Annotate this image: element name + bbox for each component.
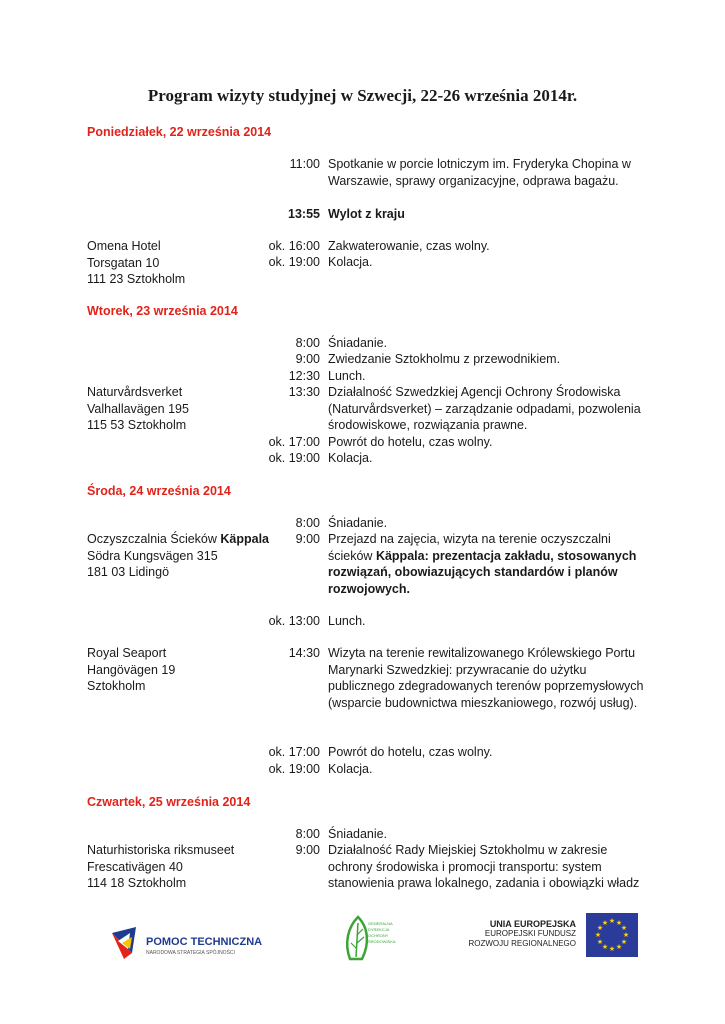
entry-description-bold: Käppala: prezentacja zakładu, stosowanych rozwiązań, obowiazujących standardów i planów rozwojowych. [328, 548, 637, 596]
leaf-icon [340, 913, 400, 963]
svg-text:★: ★ [608, 945, 616, 953]
logo1-subtitle: NARODOWA STRATEGIA SPÓJNOŚCI [146, 950, 235, 956]
location-line: Naturhistoriska riksmuseet [87, 843, 235, 857]
location-line: Hangövägen 19 [87, 662, 176, 677]
svg-text:★: ★ [601, 943, 609, 951]
svg-text:★: ★ [601, 919, 609, 927]
entry-description: Kolacja. [328, 255, 373, 269]
eu-line3: ROZWOJU REGIONALNEGO [468, 939, 576, 948]
entry-time: ok. 17:00 [268, 435, 320, 449]
location-line: Valhallavägen 195 [87, 401, 189, 416]
location-block [87, 842, 267, 892]
entry-time: ok. 19:00 [268, 762, 320, 776]
logo1-title: POMOC TECHNICZNA [146, 936, 263, 948]
eu-erdf-logo [466, 913, 641, 963]
entry-description: Wylot z kraju [328, 207, 405, 221]
entry-description: Zwiedzanie Sztokholmu z przewodnikiem. [328, 352, 561, 366]
svg-text:★: ★ [596, 924, 604, 932]
entry-description: Powrót do hotelu, czas wolny. [328, 745, 493, 759]
entry-time: ok. 16:00 [268, 239, 320, 253]
location-line: Royal Seaport [87, 646, 167, 660]
entry-description: Działalność Szwedzkiej Agencji Ochrony Środowiska (Naturvårdsverket) – zarządzanie odpadami, pozwolenia środowiskowe, rozwiązania prawne. [328, 385, 641, 432]
logo2-line4: ŚRODOWISKA [368, 939, 396, 944]
svg-text:★: ★ [622, 931, 630, 939]
entry-time: 8:00 [295, 516, 320, 530]
location-line: Torsgatan 10 [87, 255, 160, 270]
eu-line2: EUROPEJSKI FUNDUSZ [484, 929, 576, 938]
location-block [87, 384, 267, 434]
entry-description: Śniadanie. [328, 516, 388, 530]
entry-description: Śniadanie. [328, 336, 388, 350]
svg-text:★: ★ [594, 931, 602, 939]
gdos-logo [340, 913, 400, 963]
eu-flag-icon [586, 913, 638, 957]
entry-time: ok. 17:00 [268, 745, 320, 759]
entry-time: 9:00 [295, 843, 320, 857]
eu-line1: UNIA EUROPEJSKA [489, 919, 576, 929]
entry-description: Spotkanie w porcie lotniczym im. Fryderyka Chopina w Warszawie, sprawy organizacyjne, odprawa bagażu. [328, 157, 631, 188]
day-heading-thursday: Czwartek, 25 września 2014 [87, 795, 251, 809]
entry-description [328, 531, 648, 597]
location-line: 114 18 Sztokholm [87, 876, 187, 890]
entry-description: Lunch. [328, 614, 366, 628]
location-line: Omena Hotel [87, 239, 161, 253]
entry-time: 8:00 [295, 827, 320, 841]
entry-time: 14:30 [288, 646, 320, 660]
location-line: 115 53 Sztokholm [87, 418, 187, 432]
location-line: Södra Kungsvägen 315 [87, 548, 218, 563]
pomoc-techniczna-logo [110, 923, 280, 963]
eu-stars-icon [586, 913, 638, 957]
entry-time: 12:30 [288, 369, 320, 383]
entry-time: ok. 19:00 [268, 451, 320, 465]
svg-text:★: ★ [596, 938, 604, 946]
entry-time: ok. 13:00 [268, 614, 320, 628]
pomoc-techniczna-emblem-icon [110, 923, 280, 963]
svg-text:★: ★ [608, 917, 616, 925]
entry-description: Działalność Rady Miejskiej Sztokholmu w zakresie ochrony środowiska i promocji transportu: system stanowienia prawa lokalnego, zadania i obowiązki władz [328, 843, 640, 890]
entry-time: 9:00 [295, 352, 320, 366]
page-title: Program wizyty studyjnej w Szwecji, 22-26 września 2014r. [147, 86, 578, 105]
location-line: 111 23 Sztokholm [87, 272, 186, 286]
entry-time: ok. 19:00 [268, 255, 320, 269]
footer-logos [0, 905, 725, 965]
location-line: Frescativägen 40 [87, 859, 183, 874]
entry-description: Wizyta na terenie rewitalizowanego Królewskiego Portu Marynarki Szwedzkiej: przywracanie do użytku publicznego zdegradowanych terenów poprzemysłowych (wsparcie budownictwa mieszkaniowego, rozwój usług). [328, 646, 644, 710]
entry-time: 8:00 [295, 336, 320, 350]
entry-description: Śniadanie. [328, 827, 388, 841]
entry-description: Zakwaterowanie, czas wolny. [328, 239, 490, 253]
svg-text:★: ★ [615, 943, 623, 951]
logo2-line3: OCHRONY [368, 933, 389, 938]
svg-text:★: ★ [620, 938, 628, 946]
svg-text:★: ★ [620, 924, 628, 932]
entry-description: Lunch. [328, 369, 366, 383]
location-name: Oczyszczalnia Ścieków [87, 532, 221, 546]
entry-time: 9:00 [295, 532, 320, 546]
location-line: Sztokholm [87, 679, 146, 693]
entry-time: 11:00 [289, 157, 320, 171]
day-heading-wednesday: Środa, 24 września 2014 [87, 484, 231, 498]
svg-text:★: ★ [615, 919, 623, 927]
location-block [87, 645, 267, 695]
entry-description: Kolacja. [328, 762, 373, 776]
location-block [87, 531, 270, 581]
location-name-bold: Käppala [220, 532, 270, 546]
day-heading-tuesday: Wtorek, 23 września 2014 [87, 304, 238, 318]
entry-description-text: Przejazd na zajęcia, wizyta na terenie oczyszczalni ścieków [328, 532, 611, 563]
entry-time: 13:30 [288, 385, 320, 399]
entry-description: Kolacja. [328, 451, 373, 465]
day-heading-monday: Poniedziałek, 22 września 2014 [87, 125, 272, 139]
eu-text [466, 919, 576, 949]
location-line: Naturvårdsverket [87, 385, 183, 399]
location-line: 181 03 Lidingö [87, 565, 170, 579]
entry-time: 13:55 [288, 207, 320, 221]
logo2-line1: GENERALNA [368, 921, 393, 926]
entry-description: Powrót do hotelu, czas wolny. [328, 435, 493, 449]
location-block [87, 238, 267, 288]
logo2-line2: DYREKCJA [368, 927, 390, 932]
location-line [87, 531, 270, 548]
